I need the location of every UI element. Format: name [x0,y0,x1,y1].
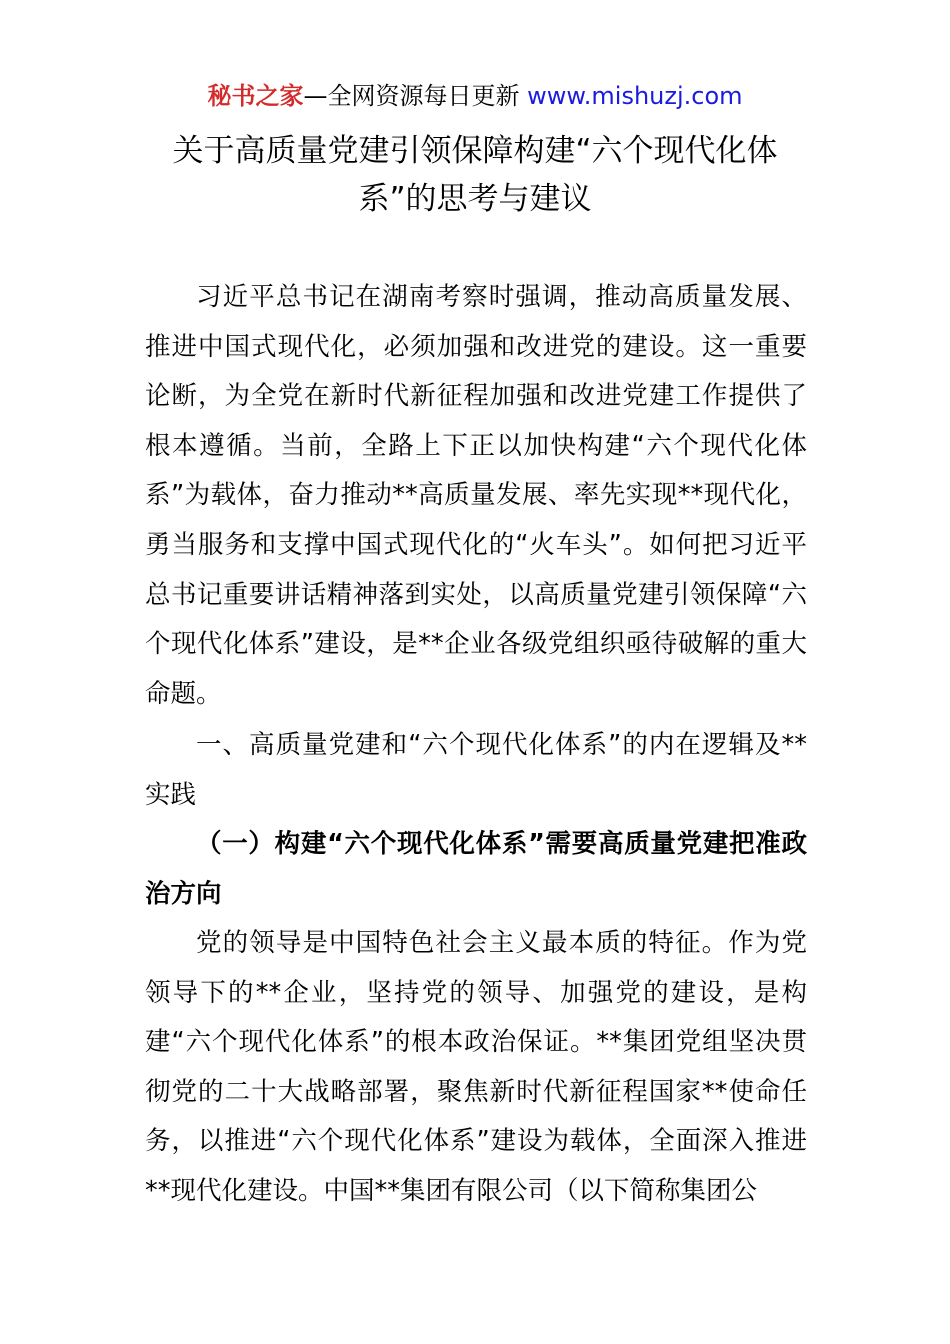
document-title: 关于高质量党建引领保障构建“六个现代化体系”的思考与建议 [172,133,778,217]
intro-paragraph: 习近平总书记在湖南考察时强调，推动高质量发展、推进中国式现代化，必须加强和改进党的建设。这一重要论断，为全党在新时代新征程加强和改进党建工作提供了根本遵循。当前，全路上下正以加快构建“六个现代化体系”为载体，奋力推动**高质量发展、率先实现**现代化，勇当服务和支撑中国式现代化的“火车头”。如何把习近平总书记重要讲话精神落到实处，以高质量党建引领保障“六个现代化体系”建设，是**企业各级党组织亟待破解的重大命题。 [145,282,807,709]
site-tagline: —全网资源每日更新 [303,82,520,110]
section-heading: 一、高质量党建和“六个现代化体系”的内在逻辑及**实践 [145,730,807,810]
site-brand: 秘书之家 [207,82,304,110]
site-header [0,80,950,112]
subsection-heading: （一）构建“六个现代化体系”需要高质量党建把准政治方向 [145,829,807,909]
site-url-link[interactable]: www.mishuzj.com [527,82,743,110]
body-paragraph: 党的领导是中国特色社会主义最本质的特征。作为党领导下的**企业，坚持党的领导、加强党的建设，是构建“六个现代化体系”的根本政治保证。**集团党组坚决贯彻党的二十大战略部署，聚焦新时代新征程国家**使命任务，以推进“六个现代化体系”建设为载体，全面深入推进**现代化建设。中国**集团有限公司（以下简称集团公 [145,928,807,1206]
